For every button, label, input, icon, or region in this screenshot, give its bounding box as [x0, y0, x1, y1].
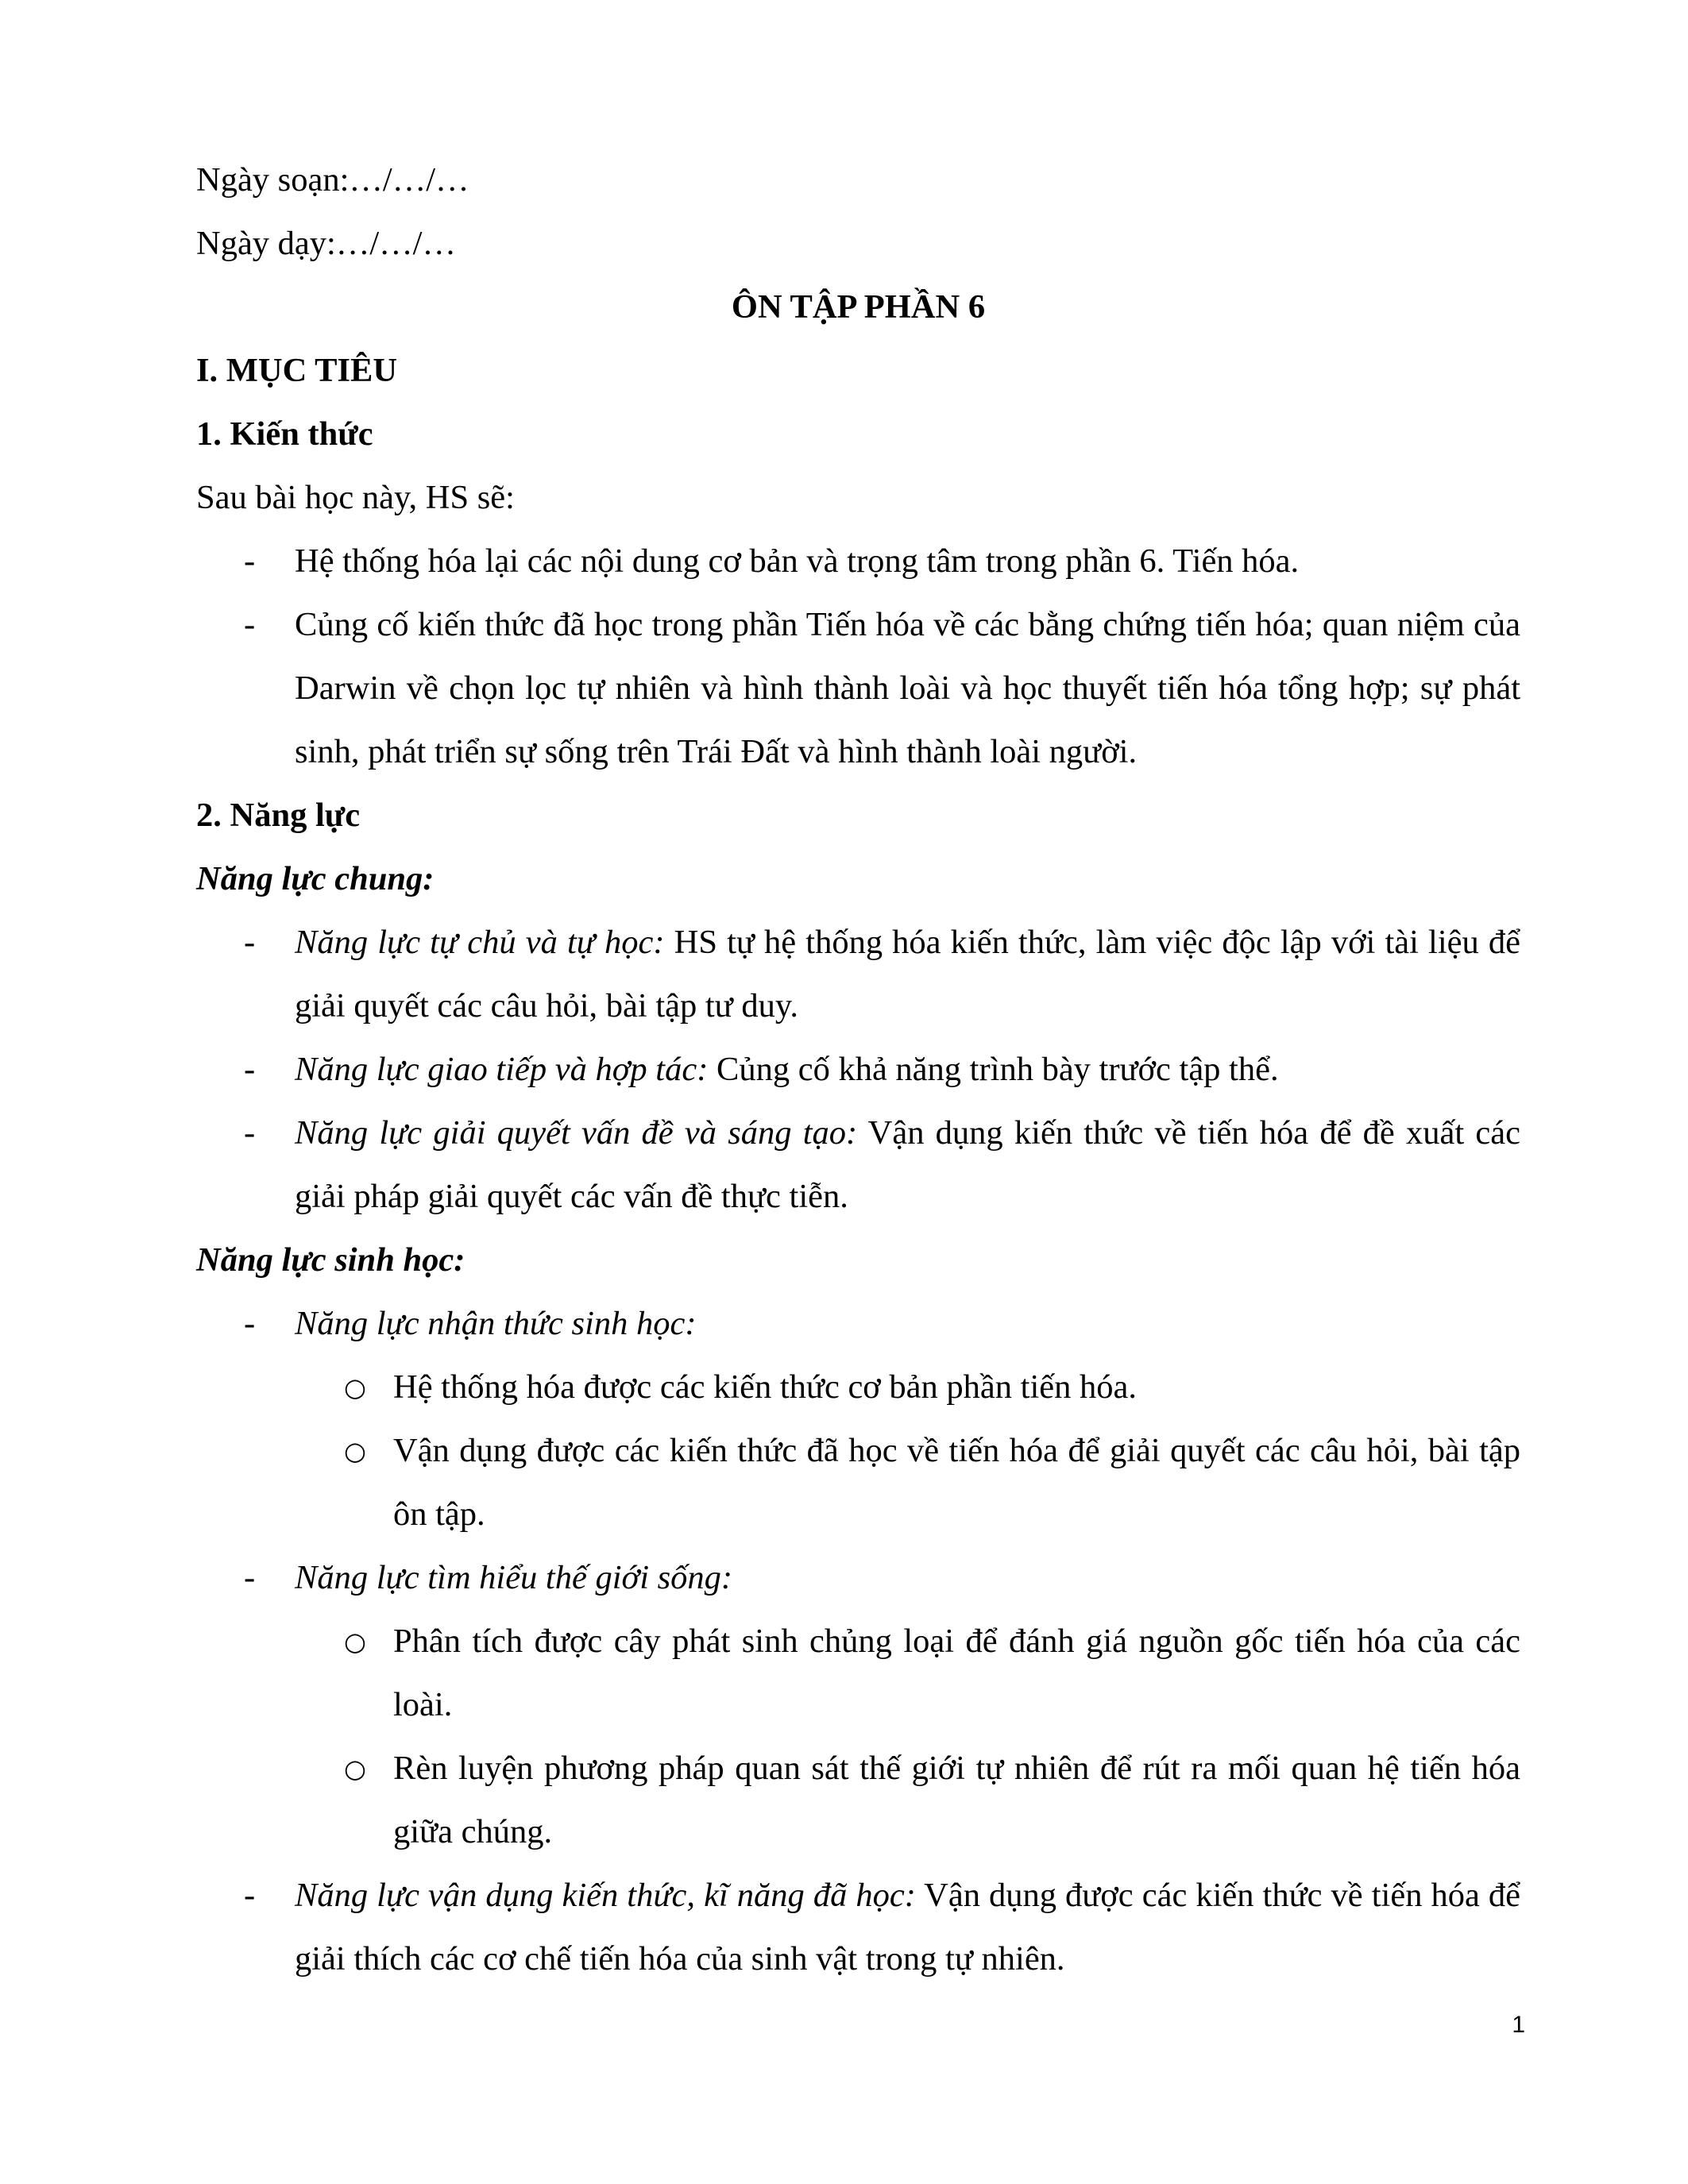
dash-bullet: -: [244, 1305, 256, 1342]
competence-label: Năng lực vận dụng kiến thức, kĩ năng đã học:: [295, 1877, 916, 1914]
biology-competence-item: [196, 1864, 1520, 1991]
biology-competence-item: [196, 1546, 1520, 1610]
biology-subitem: [196, 1419, 1520, 1546]
circle-bullet: ○: [344, 1372, 366, 1403]
subitem-text: Vận dụng được các kiến thức đã học về tiến hóa để giải quyết các câu hỏi, bài tập ôn tập.: [393, 1432, 1520, 1533]
competence-label: Năng lực tự chủ và tự học:: [295, 924, 665, 961]
knowledge-item: [196, 593, 1520, 784]
dash-bullet: -: [244, 1559, 256, 1596]
competence-label: Năng lực nhận thức sinh học:: [295, 1305, 697, 1342]
knowledge-item: [196, 530, 1520, 593]
dash-bullet: -: [244, 542, 256, 580]
competence-text: Vận dụng được các kiến thức về tiến hóa để giải thích các cơ chế tiến hóa của sinh vật trong tự nhiên.: [295, 1877, 1521, 1978]
competence-text: Củng cố khả năng trình bày trước tập thể.: [708, 1051, 1279, 1088]
subheading-competence: 2. Năng lực: [196, 797, 361, 834]
biology-competence-heading: Năng lực sinh học:: [196, 1241, 465, 1279]
competence-label: Năng lực tìm hiểu thế giới sống:: [295, 1559, 733, 1596]
circle-bullet: ○: [344, 1436, 366, 1466]
biology-subitem: [196, 1737, 1520, 1864]
competence-text: HS tự hệ thống hóa kiến thức, làm việc độc lập với tài liệu để giải quyết các câu hỏi, bài tập tư duy.: [295, 924, 1520, 1024]
dash-bullet: -: [244, 1114, 256, 1152]
competence-label: Năng lực giải quyết vấn đề và sáng tạo:: [295, 1114, 858, 1152]
subitem-text: Rèn luyện phương pháp quan sát thế giới tự nhiên để rút ra mối quan hệ tiến hóa giữa chúng.: [393, 1750, 1520, 1850]
dash-bullet: -: [244, 606, 256, 643]
section-heading-objectives: I. MỤC TIÊU: [196, 352, 398, 389]
general-competence-item: [196, 1038, 1520, 1102]
biology-subitem: [196, 1356, 1520, 1419]
competence-text: Vận dụng kiến thức về tiến hóa để đề xuất các giải pháp giải quyết các vấn đề thực tiễn.: [295, 1114, 1520, 1215]
competence-label: Năng lực giao tiếp và hợp tác:: [295, 1051, 709, 1088]
date-prepared: Ngày soạn:…/…/…: [196, 161, 469, 199]
knowledge-intro: Sau bài học này, HS sẽ:: [196, 479, 515, 516]
knowledge-item-text: Hệ thống hóa lại các nội dung cơ bản và trọng tâm trong phần 6. Tiến hóa.: [295, 542, 1300, 580]
general-competence-item: [196, 911, 1520, 1038]
general-competence-item: [196, 1102, 1520, 1229]
subitem-text: Phân tích được cây phát sinh chủng loại để đánh giá nguồn gốc tiến hóa của các loài.: [393, 1623, 1520, 1723]
page-title: ÔN TẬP PHẦN 6: [731, 288, 986, 326]
dash-bullet: -: [244, 924, 256, 961]
dash-bullet: -: [244, 1051, 256, 1088]
biology-subitem: [196, 1610, 1520, 1737]
page-number: 1: [1512, 2012, 1525, 2038]
dash-bullet: -: [244, 1877, 256, 1914]
subheading-knowledge: 1. Kiến thức: [196, 415, 373, 453]
biology-competence-item: [196, 1292, 1520, 1356]
general-competence-heading: Năng lực chung:: [196, 860, 435, 897]
circle-bullet: ○: [344, 1626, 366, 1657]
subitem-text: Hệ thống hóa được các kiến thức cơ bản phần tiến hóa.: [393, 1368, 1137, 1406]
knowledge-item-text: Củng cố kiến thức đã học trong phần Tiến hóa về các bằng chứng tiến hóa; quan niệm của Darwin về chọn lọc tự nhiên và hình thành loài và học thuyết tiến hóa tổng hợp; sự phát sinh, phát triển sự sống trên Trái Đất và hình thành loài người.: [295, 606, 1520, 770]
date-taught: Ngày dạy:…/…/…: [196, 225, 456, 262]
page-content: [196, 149, 1520, 1991]
circle-bullet: ○: [344, 1754, 366, 1784]
